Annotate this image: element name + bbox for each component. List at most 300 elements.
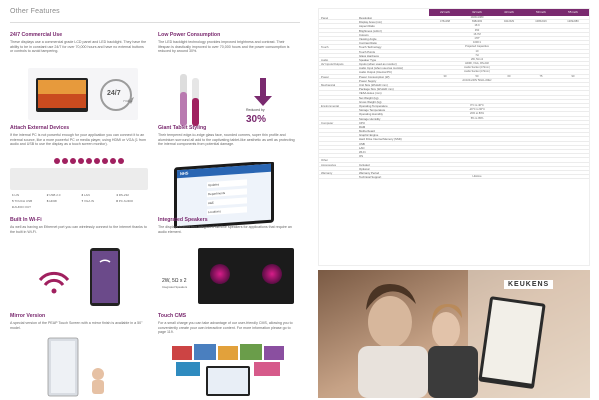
spec-value — [525, 129, 557, 132]
spec-value — [493, 70, 525, 73]
spec-value: 50 — [475, 74, 479, 78]
spec-label: Graphic Engine — [359, 133, 379, 138]
port-dots — [54, 158, 124, 164]
spec-category — [319, 96, 359, 99]
port-dot — [86, 158, 92, 164]
spec-value — [557, 79, 589, 82]
spec-category — [319, 79, 359, 82]
feature-body: If the internal PC is not powerful enough for your application you can connect it to an external source, like a more powerful PC or media player, using HDMI or VGA (1 from audio and USB to use the display as a touch screen monitor). — [10, 133, 147, 147]
spec-value — [557, 163, 589, 166]
port-dot — [118, 158, 124, 164]
spec-category: AV Inputs/Outputs — [321, 62, 344, 67]
tablet-menu-item: Updates — [207, 179, 247, 188]
cms-collage — [168, 342, 288, 398]
mirror-image — [40, 336, 130, 398]
speakers-image — [160, 242, 298, 314]
spec-value — [429, 125, 461, 128]
spec-value — [493, 137, 525, 140]
spec-label: OS — [359, 154, 364, 159]
spec-value: 1920x1080 — [470, 16, 484, 19]
spec-value — [461, 91, 493, 94]
spec-value — [557, 158, 589, 161]
showroom-photo — [318, 270, 590, 398]
spec-value — [525, 167, 557, 170]
spec-value — [557, 54, 589, 57]
spec-value — [429, 121, 461, 124]
spec-value — [557, 29, 589, 32]
spec-category: Audio — [321, 57, 329, 62]
spec-category — [319, 29, 359, 32]
spec-value — [493, 121, 525, 124]
spec-label: VESA Holes (mm) — [359, 91, 382, 96]
spec-body — [319, 16, 589, 179]
spec-value — [493, 62, 525, 65]
spec-value — [557, 33, 589, 36]
spec-value — [429, 171, 461, 174]
spec-value — [493, 142, 525, 145]
feature-body: A special version of the PEAP Touch Screen with a mirror finish is available in a 50" model. — [10, 321, 143, 330]
display-illustration — [28, 68, 138, 120]
feature-mirror — [10, 313, 148, 330]
spec-value — [525, 33, 557, 36]
spec-value — [461, 125, 493, 128]
spec-value — [429, 175, 461, 178]
spec-value — [429, 154, 461, 157]
feature-title: 24/7 Commercial Use — [10, 32, 63, 38]
spec-value — [461, 171, 493, 174]
spec-value: Lifetime — [472, 175, 482, 179]
spec-label: Operating Temperature — [359, 103, 388, 108]
spec-value — [429, 163, 461, 166]
spec-value: 1095x616 — [535, 20, 547, 24]
spec-value — [461, 87, 493, 90]
feature-title: Mirror Version — [10, 313, 46, 319]
spec-label: Optional — [359, 166, 370, 171]
spec-table — [318, 8, 590, 266]
spec-value — [429, 54, 461, 57]
spec-label: Warranty Period — [359, 170, 380, 175]
speaker-sub: Integrated Speakers — [162, 285, 188, 289]
spec-value — [525, 87, 557, 90]
spec-value — [461, 154, 493, 157]
spec-value — [429, 29, 461, 32]
spec-value — [493, 167, 525, 170]
spec-value — [493, 33, 525, 36]
spec-value — [557, 91, 589, 94]
spec-value — [461, 96, 493, 99]
spec-value — [461, 129, 493, 132]
spec-value: 16:9 — [474, 24, 480, 28]
spec-value — [493, 133, 525, 136]
spec-value: 20% to 80% — [470, 112, 484, 116]
reduced-value: 30% — [246, 114, 267, 125]
port-label: 8 PC AUDIO — [116, 199, 134, 203]
spec-value: 1209x680 — [567, 20, 579, 24]
spec-value — [557, 45, 589, 48]
spec-value — [557, 58, 589, 61]
spec-label: Gross Weight (kg) — [359, 99, 382, 104]
spec-category — [319, 108, 359, 111]
spec-category — [319, 175, 359, 178]
spec-label: Aspect Ratio — [359, 24, 375, 29]
spec-value — [525, 79, 557, 82]
feature-title: Touch CMS — [158, 313, 187, 319]
spec-value — [525, 50, 557, 53]
spec-value — [429, 117, 461, 120]
spec-value: 0°C to 40°C — [470, 103, 484, 107]
spec-value — [557, 154, 589, 157]
spec-value — [493, 112, 525, 115]
commercial-image — [28, 68, 138, 120]
wifi-icon — [28, 242, 138, 310]
spec-value — [493, 37, 525, 40]
spec-value — [493, 171, 525, 174]
spec-value — [493, 83, 525, 86]
spec-label: CPU — [359, 120, 365, 125]
spec-category — [319, 20, 359, 23]
spec-value — [525, 104, 557, 107]
spec-value — [525, 125, 557, 128]
spec-value — [429, 137, 461, 140]
spec-value: 30 — [443, 74, 447, 78]
spec-value — [525, 158, 557, 161]
spec-value — [525, 58, 557, 61]
spec-value — [525, 133, 557, 136]
spec-value — [429, 79, 461, 82]
spec-category — [319, 66, 359, 69]
spec-value — [557, 83, 589, 86]
photo-illustration — [318, 270, 590, 398]
spec-value — [493, 41, 525, 44]
spec-value — [429, 104, 461, 107]
spec-label: Technical Support — [359, 175, 382, 180]
spec-value — [557, 62, 589, 65]
tablet-menu — [207, 179, 247, 218]
spec-category — [319, 50, 359, 53]
spec-value — [525, 137, 557, 140]
spec-value: 698x393 — [472, 20, 482, 24]
spec-category — [319, 142, 359, 145]
spec-value — [557, 121, 589, 124]
spec-label: Audio Output (Internal PC) — [359, 70, 392, 75]
spec-value — [493, 150, 525, 153]
spec-category — [319, 129, 359, 132]
spec-label: LAN — [359, 145, 365, 150]
spec-value: HDMI, VGA, RS-232 — [465, 62, 489, 66]
spec-value — [525, 37, 557, 40]
spec-label: Wi-Fi — [359, 150, 366, 154]
port-dot — [102, 158, 108, 164]
spec-value — [557, 146, 589, 149]
spec-value — [557, 16, 589, 19]
spec-value — [493, 58, 525, 61]
spec-label: Colours — [359, 32, 369, 37]
spec-value — [493, 24, 525, 27]
spec-value — [557, 70, 589, 73]
spec-label: USB — [359, 141, 365, 146]
port-label: 7 VGA IN — [81, 199, 95, 203]
spec-value — [493, 100, 525, 103]
spec-value — [493, 79, 525, 82]
spec-value — [429, 129, 461, 132]
spec-value — [429, 108, 461, 111]
spec-value — [557, 175, 589, 178]
spec-value — [525, 150, 557, 153]
spec-value — [525, 66, 557, 69]
spec-value — [429, 24, 461, 27]
spec-category: Panel — [321, 16, 329, 20]
spec-category — [319, 24, 359, 27]
spec-value — [557, 125, 589, 128]
keukens-sign: KEUKENS — [504, 280, 553, 289]
spec-value — [557, 104, 589, 107]
spec-value: Audio Socket (3.5mm) — [464, 70, 490, 74]
spec-value — [493, 66, 525, 69]
spec-value — [525, 62, 557, 65]
spec-value — [557, 96, 589, 99]
speaker-right-icon — [262, 264, 282, 284]
cms-image — [168, 342, 288, 398]
spec-value — [557, 24, 589, 27]
spec-category — [319, 125, 359, 128]
tablet-menu-item: Locations — [207, 206, 247, 215]
tablet-menu-item: A&E — [207, 197, 247, 206]
spec-value — [525, 146, 557, 149]
power-image — [160, 68, 296, 130]
spec-category: Accessories — [321, 162, 337, 167]
spec-value: 476x268 — [440, 20, 450, 24]
spec-value — [525, 121, 557, 124]
spec-label: Power Supply — [359, 78, 377, 83]
speaker-left-icon — [210, 264, 230, 284]
feature-body: The LED backlight technology provides improved brightness and contrast. Their lifespan is drastically improved to over 70,000 hours and the power consumption is reduced by around 30%. — [158, 40, 290, 54]
spec-label: Touch Technology — [359, 45, 382, 50]
feature-external — [10, 125, 148, 147]
spec-label: Storage Humidity — [359, 116, 381, 121]
feature-title: Low Power Consumption — [158, 32, 221, 38]
port-dot — [94, 158, 100, 164]
speaker-panel — [198, 248, 294, 304]
spec-label: Hard Drive Internal Memory (SSD) — [359, 137, 402, 142]
spec-value: 10 — [475, 49, 479, 53]
spec-value — [525, 29, 557, 32]
spec-value — [429, 37, 461, 40]
spec-value — [525, 54, 557, 57]
spec-value — [461, 142, 493, 145]
spec-value: -20°C to 60°C — [468, 108, 486, 112]
spec-label: Contrast Ratio — [359, 41, 377, 46]
spec-value: 450 — [474, 28, 480, 32]
spec-value — [525, 96, 557, 99]
spec-value — [429, 167, 461, 170]
spec-value — [493, 175, 525, 178]
spec-category: Power — [321, 74, 329, 79]
spec-value — [461, 83, 493, 86]
spec-value: 941x529 — [504, 20, 514, 24]
spec-value — [461, 100, 493, 103]
spec-value — [429, 50, 461, 53]
spec-label: Inputs (when used as monitor) — [359, 62, 397, 67]
spec-value — [461, 158, 493, 161]
spec-category: Touch — [321, 45, 329, 50]
spec-value — [557, 108, 589, 111]
spec-category — [319, 117, 359, 120]
spec-value — [461, 167, 493, 170]
spec-category — [319, 70, 359, 73]
spec-value — [493, 163, 525, 166]
feature-power — [158, 32, 296, 54]
spec-value — [429, 33, 461, 36]
spec-value — [493, 87, 525, 90]
feature-commercial — [10, 32, 148, 54]
feature-title: Integrated Speakers — [158, 217, 208, 223]
spec-value — [557, 129, 589, 132]
spec-value — [429, 62, 461, 65]
spec-value — [493, 50, 525, 53]
spec-category — [319, 54, 359, 57]
spec-value — [493, 16, 525, 19]
spec-value — [429, 87, 461, 90]
spec-value — [525, 41, 557, 44]
port-label: 2 USB 2.0 — [46, 193, 61, 197]
spec-value — [525, 45, 557, 48]
spec-label: Speaker Type — [359, 57, 377, 62]
spec-column-header: 32 inch — [472, 10, 482, 14]
spec-category — [319, 137, 359, 140]
spec-label: RAM — [359, 124, 366, 129]
port-label: 1 LIN — [12, 193, 20, 197]
spec-value — [493, 108, 525, 111]
feature-speakers — [158, 217, 296, 234]
spec-value: 178° — [474, 36, 480, 40]
spec-label: Brightness (cd/m²) — [359, 28, 382, 33]
spec-value — [525, 154, 557, 157]
feature-title: Built In Wi-Fi — [10, 217, 42, 223]
feature-body: The displays feature two integrated slimline speakers for applications that require an audio element. — [158, 225, 292, 234]
spec-value — [429, 112, 461, 115]
spec-column-header: 43 inch — [504, 10, 514, 14]
spec-label: Touch Points — [359, 49, 376, 54]
spec-value — [525, 175, 557, 178]
spec-value — [429, 158, 461, 161]
spec-value — [493, 54, 525, 57]
spec-category — [319, 167, 359, 170]
spec-value — [557, 137, 589, 140]
spec-label: Package Size (WxHxD mm) — [359, 87, 394, 92]
badge-24-7: 24/7 — [107, 90, 121, 97]
page-title: Other Features — [10, 8, 60, 15]
feature-cms — [158, 313, 296, 335]
spec-category — [319, 112, 359, 115]
spec-value: Projected Capacitive — [465, 45, 489, 49]
spec-value — [429, 146, 461, 149]
port-panel — [10, 168, 148, 190]
spec-value — [557, 171, 589, 174]
spec-value — [557, 66, 589, 69]
spec-value — [493, 45, 525, 48]
spec-value — [557, 133, 589, 136]
port-legend — [12, 193, 148, 209]
feature-body: For a small charge you can take advantage of our user-friendly CMS, allowing you to conveniently create your own interactive content. For more information please go to page 119. — [158, 321, 293, 335]
spec-column-header: 50 inch — [536, 10, 546, 14]
spec-value: 1000:1 — [473, 41, 481, 45]
spec-value: 75 — [539, 74, 543, 78]
spec-label: Glass Hardness — [359, 53, 379, 58]
spec-value — [557, 117, 589, 120]
spec-value: 90 — [571, 74, 575, 78]
spec-value — [493, 96, 525, 99]
spec-value — [493, 29, 525, 32]
spec-value — [493, 104, 525, 107]
spec-category — [319, 33, 359, 36]
spec-value — [429, 83, 461, 86]
spec-value — [525, 83, 557, 86]
port-label: 5 TOUCH USB — [12, 199, 33, 203]
spec-value — [557, 87, 589, 90]
spec-category — [319, 37, 359, 40]
spec-value: 2W, 5Ω x2 — [470, 57, 484, 61]
spec-value: 5% to 95% — [470, 116, 484, 120]
spec-value — [557, 41, 589, 44]
spec-category — [319, 91, 359, 94]
spec-value — [429, 45, 461, 48]
spec-value — [429, 133, 461, 136]
spec-value — [525, 163, 557, 166]
spec-value — [429, 142, 461, 145]
mirror-illustration — [40, 336, 130, 398]
spec-value — [461, 137, 493, 140]
divider — [10, 22, 300, 23]
spec-value — [461, 133, 493, 136]
spec-value — [493, 125, 525, 128]
port-dot — [78, 158, 84, 164]
spec-value — [429, 70, 461, 73]
spec-value — [429, 16, 461, 19]
feature-body: As well as having an Ethernet port you can wirelessly connect to the internet thanks to the built in Wi-Fi. — [10, 225, 147, 234]
spec-label: Motherboard — [359, 129, 375, 134]
spec-value — [493, 154, 525, 157]
port-label: 9 AUDIO OUT — [12, 205, 32, 209]
spec-label: Unit Size (WxHxD mm) — [359, 83, 388, 87]
spec-label: Operating Humidity — [359, 112, 383, 117]
spec-category: Other — [321, 158, 328, 163]
spec-category — [319, 100, 359, 103]
spec-label: Viewing Angle — [359, 36, 377, 41]
spec-value — [525, 24, 557, 27]
spec-value — [493, 129, 525, 132]
spec-value — [429, 66, 461, 69]
spec-value — [557, 142, 589, 145]
spec-value — [557, 100, 589, 103]
spec-category: Mechanical — [321, 83, 336, 87]
spec-row — [319, 175, 589, 179]
tube-illustration — [160, 68, 296, 130]
port-label: 6 HDMI — [46, 199, 57, 203]
reduced-label: Reduced by — [246, 108, 265, 112]
spec-category — [319, 154, 359, 157]
spec-value — [557, 37, 589, 40]
spec-value — [525, 108, 557, 111]
spec-value — [557, 150, 589, 153]
spec-category — [319, 146, 359, 149]
spec-label: Resolution — [359, 16, 373, 20]
spec-value — [525, 16, 557, 19]
spec-value — [557, 112, 589, 115]
spec-value — [429, 41, 461, 44]
spec-value — [525, 142, 557, 145]
features-grid — [10, 28, 300, 400]
port-dot — [54, 158, 60, 164]
